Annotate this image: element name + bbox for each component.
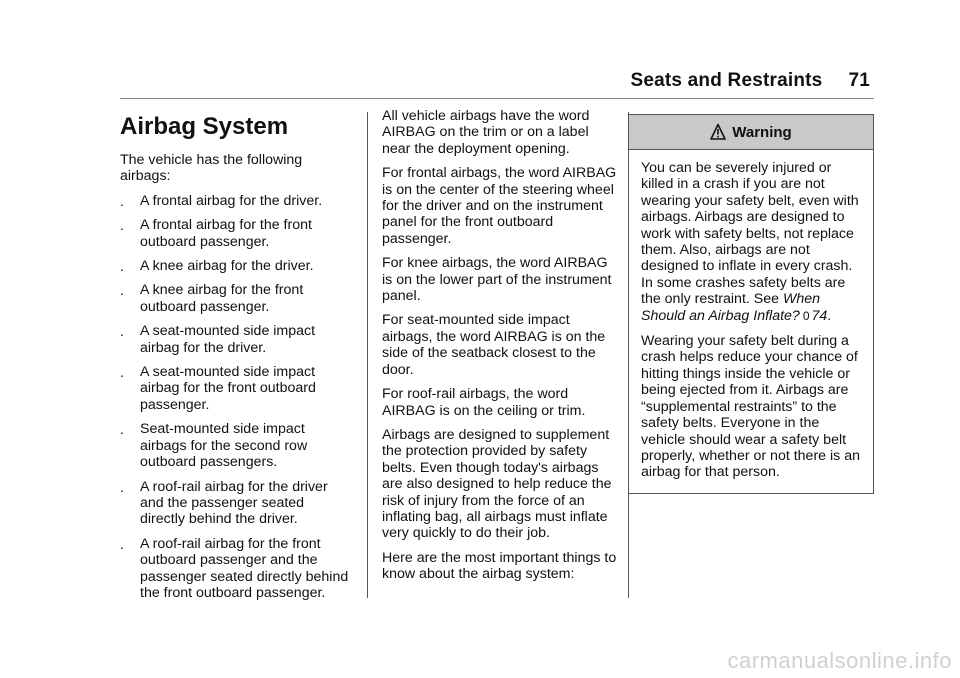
- list-item-text: A seat-mounted side impact airbag for the driver.: [140, 323, 316, 356]
- list-item-text: A roof-rail airbag for the driver and the passenger seated directly behind the driver.: [140, 478, 328, 528]
- list-item: [120, 258, 350, 274]
- bullet-icon: .: [120, 535, 124, 552]
- intro-text: The vehicle has the following airbags:: [120, 152, 303, 185]
- body-paragraphs: [382, 108, 618, 583]
- paragraph: Here are the most important things to know about the airbag system:: [382, 549, 617, 583]
- warning-text: You can be severely injured or killed in a crash if you are not wearing your safety belt, even with airbags. Airbags are designed to work with safety belts, not replace them. Also, airbags are not designed to inflate in every crash. In some crashes safety belts are the only restraint. See: [641, 160, 859, 308]
- section-name: Seats and Restraints: [630, 70, 823, 91]
- list-item: [120, 479, 350, 528]
- list-item: [120, 282, 350, 315]
- list-item-text: A frontal airbag for the front outboard passenger.: [140, 217, 312, 250]
- list-item-text: A knee airbag for the driver.: [140, 258, 314, 275]
- cross-reference-page[interactable]: 74: [811, 307, 828, 324]
- column-2: [382, 108, 618, 591]
- list-item: [120, 193, 350, 209]
- warning-header: [629, 115, 873, 150]
- warning-paragraph-2: Wearing your safety belt during a crash helps reduce your chance of hitting things inside the vehicle or being ejected from it. Airbags are “supplemental restraints” to the safety belts. Everyone in the vehicle should wear a safety belt properly, whether or not there is an airbag for that person.: [641, 333, 860, 481]
- paragraph: All vehicle airbags have the word AIRBAG on the trim or on a label near the deployment opening.: [382, 108, 590, 157]
- warning-triangle-icon: [710, 123, 726, 141]
- list-item-text: A knee airbag for the front outboard passenger.: [140, 282, 304, 315]
- paragraph: For seat-mounted side impact airbags, the word AIRBAG is on the side of the seatback closest to the door.: [382, 312, 606, 378]
- bullet-icon: .: [120, 258, 124, 275]
- page-header: [630, 70, 870, 92]
- column-1: [120, 108, 350, 609]
- bullet-icon: .: [120, 323, 124, 340]
- watermark: carmanualsonline.info: [727, 648, 952, 673]
- paragraph: Airbags are designed to supplement the protection provided by safety belts. Even though today's airbags are also designed to help reduce the risk of injury from the force of an inflating bag, all airbags must inflate very quickly to do their job.: [382, 426, 612, 542]
- warning-punct: .: [827, 307, 832, 324]
- list-item-text: A roof-rail airbag for the front outboard passenger and the passenger seated directly behind the front outboard passenger.: [140, 535, 349, 601]
- airbag-list: [120, 193, 350, 602]
- list-item-text: A seat-mounted side impact airbag for the front outboard passenger.: [140, 364, 316, 413]
- page-ref-icon: 0: [802, 308, 810, 323]
- bullet-icon: .: [120, 192, 124, 209]
- list-item-text: A frontal airbag for the driver.: [140, 192, 323, 209]
- section-title: Airbag System: [120, 113, 289, 140]
- page-number: 71: [848, 70, 870, 91]
- paragraph: For frontal airbags, the word AIRBAG is on the center of the steering wheel for the driver and on the instrument panel for the front outboard passenger.: [382, 165, 617, 247]
- bullet-icon: .: [120, 421, 124, 438]
- bullet-icon: .: [120, 217, 124, 234]
- list-item: [120, 217, 350, 250]
- column-divider-1: [367, 112, 368, 598]
- paragraph: For roof-rail airbags, the word AIRBAG is on the ceiling or trim.: [382, 386, 586, 419]
- warning-title: Warning: [732, 123, 792, 141]
- list-item: [120, 421, 350, 470]
- bullet-icon: .: [120, 478, 124, 495]
- cross-reference-link[interactable]: When Should an Airbag Inflate?: [641, 291, 821, 324]
- list-item: [120, 536, 350, 602]
- warning-paragraph-1: [641, 160, 863, 324]
- list-item-text: Seat-mounted side impact airbags for the second row outboard passengers.: [140, 421, 308, 471]
- warning-body: [629, 150, 873, 481]
- bullet-icon: .: [120, 364, 124, 381]
- header-rule: [120, 98, 874, 99]
- bullet-icon: .: [120, 282, 124, 299]
- list-item: [120, 364, 350, 413]
- paragraph: For knee airbags, the word AIRBAG is on the lower part of the instrument panel.: [382, 255, 612, 305]
- warning-box: [628, 114, 874, 494]
- list-item: [120, 323, 350, 356]
